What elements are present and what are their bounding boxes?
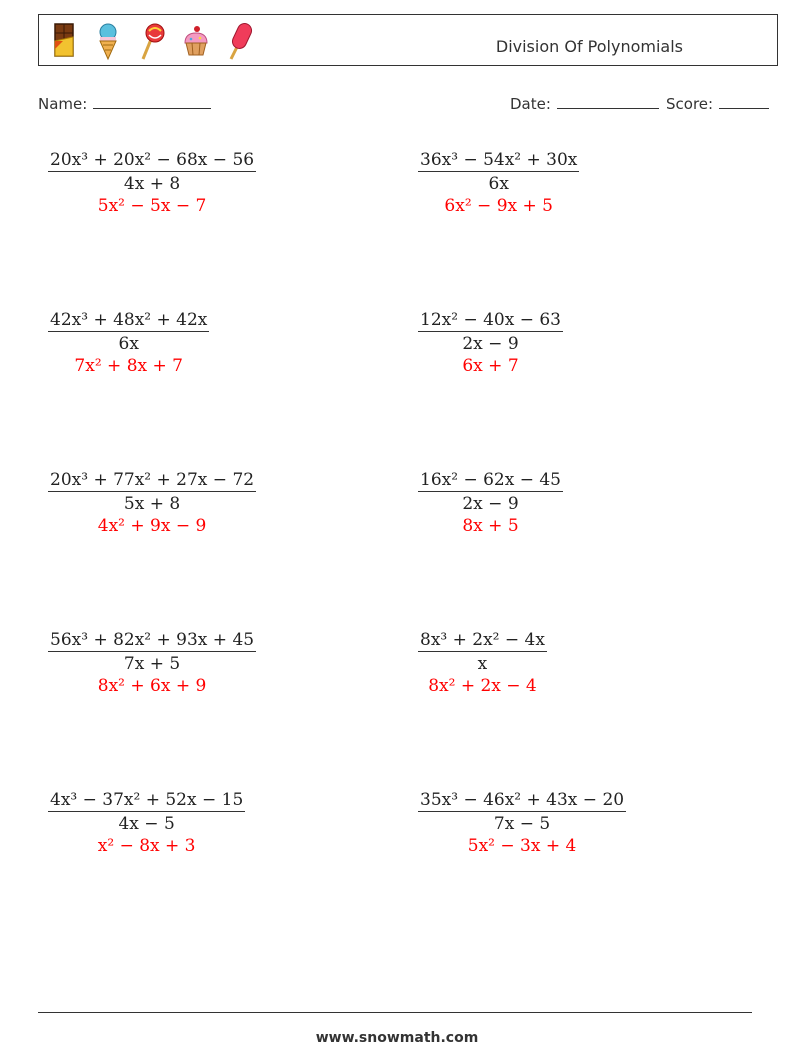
answer: 8x² + 2x − 4 (428, 676, 537, 696)
problem-10 (418, 790, 626, 856)
numerator: 36x³ − 54x² + 30x (420, 150, 578, 170)
denominator: 4x + 8 (123, 174, 181, 194)
numerator: 56x³ + 82x² + 93x + 45 (50, 630, 255, 650)
problem-4 (418, 310, 563, 376)
numerator: 4x³ − 37x² + 52x − 15 (50, 790, 244, 810)
problem-9 (48, 790, 245, 856)
name-label: Name: (38, 95, 88, 113)
answer: 8x² + 6x + 9 (97, 676, 207, 696)
numerator: 8x³ + 2x² − 4x (420, 630, 545, 650)
score-field (666, 94, 769, 113)
problem-1 (48, 150, 256, 216)
answer: 7x² + 8x + 7 (74, 356, 183, 376)
denominator: 7x − 5 (493, 814, 551, 834)
numerator: 12x² − 40x − 63 (420, 310, 561, 330)
answer: 8x + 5 (462, 516, 519, 536)
answer: 4x² + 9x − 9 (97, 516, 207, 536)
numerator: 16x² − 62x − 45 (420, 470, 561, 490)
numerator: 35x³ − 46x² + 43x − 20 (420, 790, 625, 810)
answer: 5x² − 3x + 4 (467, 836, 577, 856)
name-blank[interactable] (93, 94, 211, 109)
popsicle-icon (225, 21, 255, 61)
score-label: Score: (666, 95, 714, 113)
denominator: 7x + 5 (123, 654, 181, 674)
cupcake-icon (181, 21, 211, 61)
date-blank[interactable] (557, 94, 659, 109)
denominator: 2x − 9 (462, 494, 519, 514)
numerator: 20x³ + 77x² + 27x − 72 (50, 470, 255, 490)
problem-5 (48, 470, 256, 536)
denominator: x (477, 654, 488, 674)
lollipop-icon (137, 21, 167, 61)
answer: 6x + 7 (462, 356, 519, 376)
denominator: 6x (118, 334, 139, 354)
footer-url[interactable]: www.snowmath.com (315, 1030, 479, 1046)
problem-6 (418, 470, 563, 536)
problem-2 (418, 150, 579, 216)
problem-8 (418, 630, 547, 696)
denominator: 6x (488, 174, 509, 194)
ice-cream-cone-icon (93, 21, 123, 61)
page-title: Division Of Polynomials (495, 37, 683, 56)
denominator: 4x − 5 (118, 814, 175, 834)
footer-divider (38, 1012, 752, 1013)
answer: 6x² − 9x + 5 (444, 196, 553, 216)
numerator: 20x³ + 20x² − 68x − 56 (50, 150, 255, 170)
answer: 5x² − 5x − 7 (97, 196, 207, 216)
problem-7 (48, 630, 256, 696)
name-field (38, 94, 211, 113)
date-field (510, 94, 659, 113)
date-label: Date: (510, 95, 551, 113)
header-icons (49, 21, 255, 61)
denominator: 2x − 9 (462, 334, 519, 354)
score-blank[interactable] (719, 94, 769, 109)
chocolate-bar-icon (49, 21, 79, 61)
problem-3 (48, 310, 209, 376)
numerator: 42x³ + 48x² + 42x (50, 310, 208, 330)
header-box (38, 14, 778, 66)
answer: x² − 8x + 3 (97, 836, 196, 856)
denominator: 5x + 8 (123, 494, 181, 514)
